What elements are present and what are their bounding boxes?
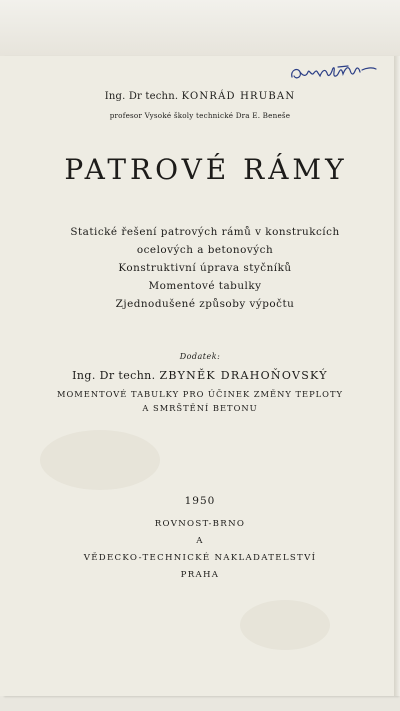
supplement-label: Dodatek: [179, 352, 221, 361]
publisher-line: A [196, 536, 204, 546]
publisher-line: ROVNOST-BRNO [154, 519, 246, 529]
handwritten-signature [288, 60, 380, 86]
subtitle-line: Konstruktivní úprava styčníků [118, 262, 292, 274]
background-surface [0, 0, 400, 60]
publication-year: 1950 [184, 495, 216, 507]
publisher-line: PRAHA [180, 570, 220, 580]
author-name: KONRÁD HRUBAN [181, 91, 296, 102]
subtitle-line: Momentové tabulky [148, 280, 262, 292]
publisher-line: VĚDECKO-TECHNICKÉ NAKLADATELSTVÍ [83, 553, 317, 563]
supplement-author-prefix: Ing. Dr techn. [72, 369, 156, 382]
book-title: PATROVÉ RÁMY [64, 153, 348, 186]
author-prefix: Ing. Dr techn. [104, 91, 179, 102]
supplement-line: A SMRŠTĚNÍ BETONU [142, 403, 258, 413]
supplement-line: MOMENTOVÉ TABULKY PRO ÚČINEK ZMĚNY TEPLOTY [57, 389, 343, 399]
subtitle-line: ocelových a betonových [136, 244, 274, 256]
paper-stain [40, 430, 160, 490]
supplement-author [0, 369, 400, 382]
subtitle-line: Statické řešení patrových rámů v konstrukcích [70, 226, 340, 238]
author-affiliation: profesor Vysoké školy technické Dra E. Beneše [109, 111, 291, 120]
paper-stain [240, 600, 330, 650]
author-line [0, 91, 400, 102]
subtitle-line: Zjednodušené způsoby výpočtu [115, 298, 295, 310]
supplement-author-name: ZBYNĚK DRAHOŇOVSKÝ [159, 369, 328, 382]
